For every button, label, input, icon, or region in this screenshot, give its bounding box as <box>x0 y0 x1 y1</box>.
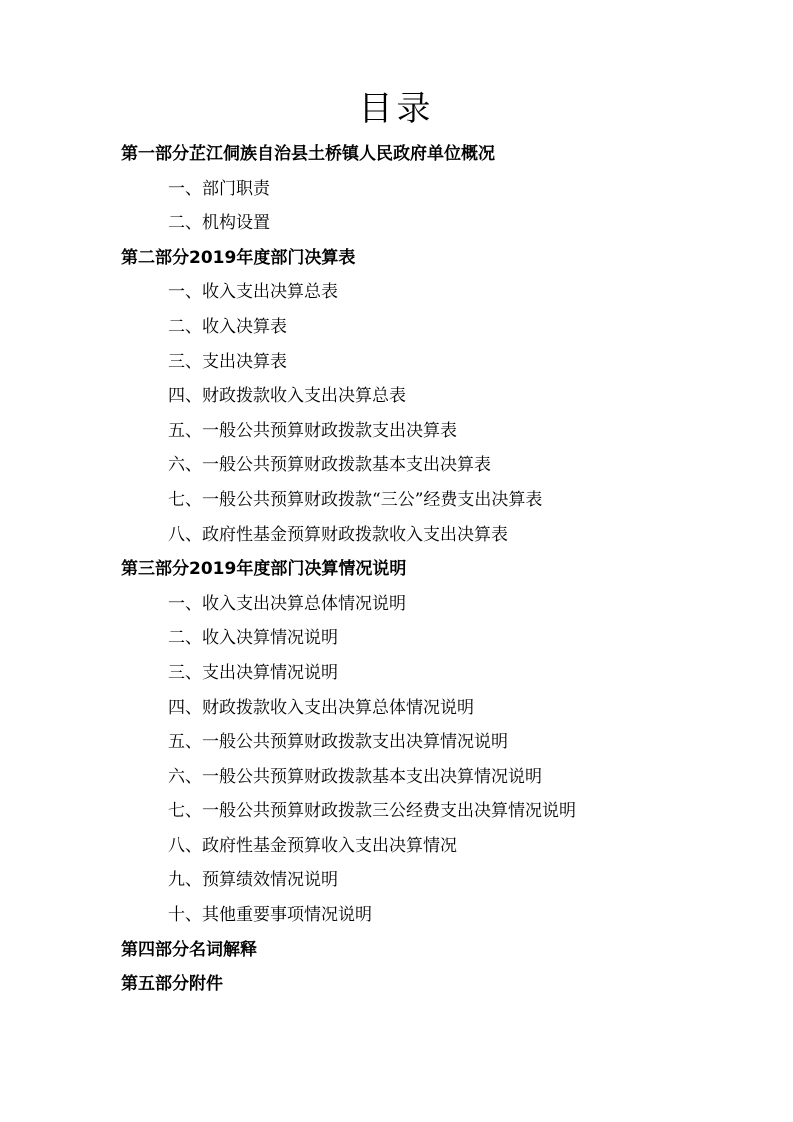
toc-entry: 七、一般公共预算财政拨款“三公”经费支出决算表 <box>168 489 543 510</box>
toc-entry: 八、政府性基金预算收入支出决算情况 <box>168 835 457 856</box>
toc-entry: 三、支出决算表 <box>168 351 287 372</box>
toc-entry: 三、支出决算情况说明 <box>168 662 338 683</box>
toc-part-heading: 第四部分名词解释 <box>121 939 257 960</box>
toc-entry: 七、一般公共预算财政拨款三公经费支出决算情况说明 <box>168 801 576 822</box>
toc-entry: 二、收入决算表 <box>168 316 287 337</box>
toc-list <box>0 137 793 1002</box>
toc-entry: 四、财政拨款收入支出决算总表 <box>168 386 406 407</box>
toc-title: 目录 <box>358 89 435 129</box>
toc-entry: 一、收入支出决算总体情况说明 <box>168 593 406 614</box>
toc-entry: 九、预算绩效情况说明 <box>168 870 338 891</box>
toc-entry: 五、一般公共预算财政拨款支出决算表 <box>168 420 457 441</box>
toc-entry: 一、收入支出决算总表 <box>168 282 338 303</box>
toc-entry: 六、一般公共预算财政拨款基本支出决算情况说明 <box>168 766 542 787</box>
toc-entry: 八、政府性基金预算财政拨款收入支出决算表 <box>168 524 508 545</box>
toc-part-heading: 第五部分附件 <box>121 974 223 995</box>
toc-entry: 六、一般公共预算财政拨款基本支出决算表 <box>168 455 491 476</box>
toc-entry: 一、部门职责 <box>168 178 270 199</box>
toc-part-heading: 第三部分2019年度部门决算情况说明 <box>121 559 407 580</box>
toc-entry: 四、财政拨款收入支出决算总体情况说明 <box>168 697 474 718</box>
toc-entry: 十、其他重要事项情况说明 <box>168 905 372 926</box>
toc-part-heading: 第一部分芷江侗族自治县土桥镇人民政府单位概况 <box>121 144 495 164</box>
toc-entry: 二、机构设置 <box>168 213 270 234</box>
toc-entry: 二、收入决算情况说明 <box>168 628 338 649</box>
toc-entry: 五、一般公共预算财政拨款支出决算情况说明 <box>168 732 508 753</box>
toc-part-heading: 第二部分2019年度部门决算表 <box>121 247 356 268</box>
